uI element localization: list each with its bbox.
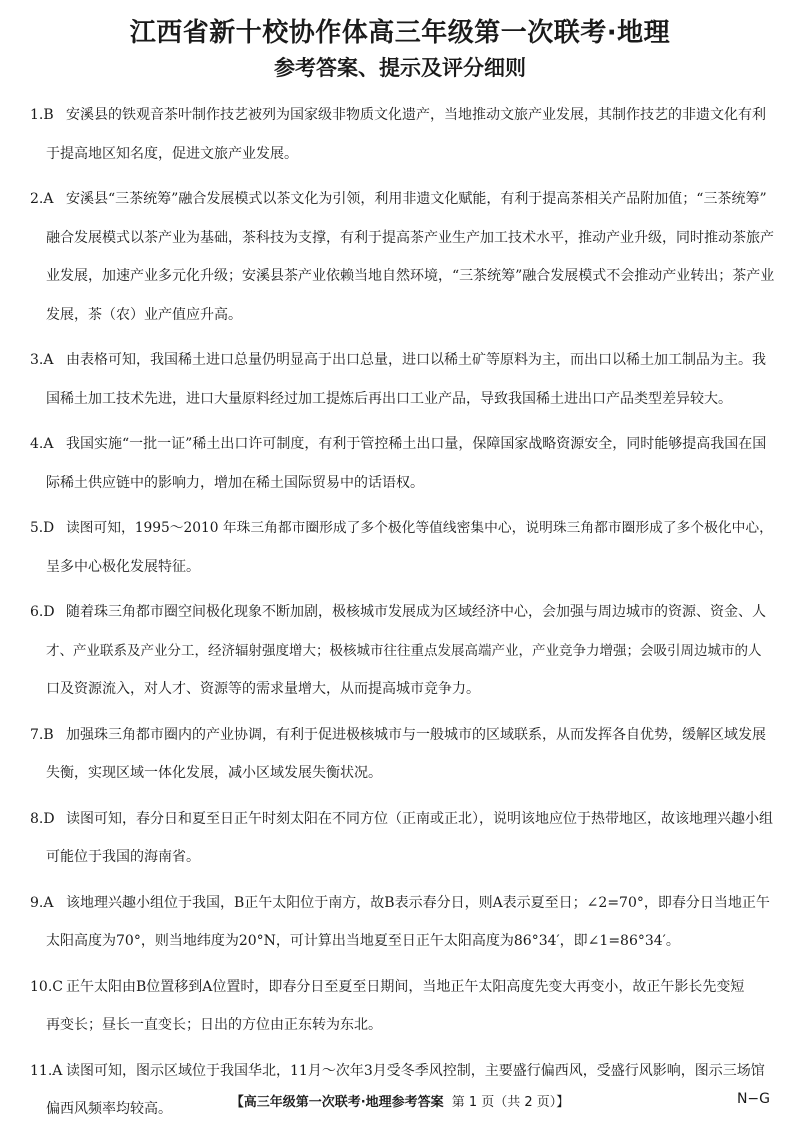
answer-line: [30, 296, 774, 335]
answer-line: [30, 464, 774, 503]
answer-text: 读图可知，1995～2010 年珠三角都市圈形成了多个极化等值线密集中心，说明珠三角都市圈形成了多个极化中心，: [66, 520, 773, 536]
answer-number: 10.C: [30, 978, 63, 995]
answer-number: 11.A: [30, 1062, 63, 1079]
answer-text: 于提高地区知名度，促进文旅产业发展。: [46, 145, 298, 162]
answer-text: 国稀土加工技术先进，进口大量原料经过加工提炼后再出口工业产品，导致我国稀土进出口产品类型差异较大。: [46, 390, 732, 407]
answer-number: 3.A: [30, 352, 54, 368]
answer-item: [30, 1052, 774, 1129]
answer-text: 读图可知，图示区域位于我国华北，11月～次年3月受冬季风控制，主要盛行偏西风，受盛行风影响，图示三场馆: [66, 1062, 765, 1079]
answer-text: 太阳高度为70°，则当地纬度为20°N，可计算出当地夏至日正午太阳高度为86°34′，即∠1=86°34′。: [46, 933, 680, 949]
answer-text: 偏西风频率均较高。: [46, 1101, 172, 1117]
answer-item: [30, 425, 774, 502]
answer-text: 安溪县的铁观音茶叶制作技艺被列为国家级非物质文化遗产，当地推动文旅产业发展，其制作技艺的非遗文化有利: [66, 107, 766, 123]
answer-line: [30, 754, 774, 793]
answer-text: 我国实施“一批一证”稀土出口许可制度，有利于管控稀土出口量，保障国家战略资源安全，同时能够提高我国在国: [66, 436, 767, 452]
answer-text: 由表格可知，我国稀土进口总量仍明显高于出口总量，进口以稀土矿等原料为主，而出口以稀土加工制品为主。我: [66, 352, 766, 368]
answer-number: 1.B: [30, 107, 54, 123]
answer-text: 融合发展模式以茶产业为基础，茶科技为支撑，有利于提高茶产业生产加工技术水平，推动产业升级，同时推动茶旅产: [46, 229, 774, 246]
page-number: 第 1 页（共 2 页）】: [451, 1095, 570, 1110]
answer-text: 失衡，实现区域一体化发展，减小区域发展失衡状况。: [46, 765, 382, 781]
answer-item: [30, 716, 774, 793]
answer-number: 8.D: [30, 810, 55, 827]
answer-number: 7.B: [30, 726, 54, 743]
answer-line: [30, 341, 774, 380]
answer-text: 再变长；昼长一直变长；日出的方位由正东转为东北。: [46, 1017, 382, 1033]
answer-list: [30, 96, 774, 1136]
answer-text: 该地理兴趣小组位于我国，B正午太阳位于南方，故B表示春分日，则A表示夏至日；∠2=70°，即春分日当地正午: [66, 894, 770, 911]
answer-line: [30, 968, 774, 1007]
answer-text: 口及资源流入，对人才、资源等的需求量增大，从而提高城市竞争力。: [46, 681, 480, 697]
answer-text: 安溪县“三茶统筹”融合发展模式以茶文化为引领，利用非遗文化赋能，有利于提高茶相关产品附加值；“三茶统筹”: [66, 191, 767, 207]
answer-number: 6.D: [30, 604, 55, 620]
answer-line: [30, 593, 774, 632]
page-footer: [0, 1091, 800, 1110]
answer-text: 正午太阳由B位置移到A位置时，即春分日至夏至日期间，当地正午太阳高度先变大再变小，故正午影长先变短: [66, 978, 745, 995]
answer-text: 业发展，加速产业多元化升级；安溪县茶产业依赖当地自然环境，“三茶统筹”融合发展模式不会推动产业转出；茶产业: [46, 268, 775, 284]
answer-text: 可能位于我国的海南省。: [46, 849, 200, 865]
page-title: 江西省新十校协作体高三年级第一次联考·地理: [129, 18, 671, 48]
answer-text: 读图可知，春分日和夏至日正午时刻太阳在不同方位（正南或正北），说明该地应位于热带地区，故该地理兴趣小组: [66, 810, 773, 827]
paper-code: N−G: [736, 1091, 770, 1107]
answer-line: [30, 380, 774, 419]
answer-line: [30, 838, 774, 877]
answer-text: 发展，茶（农）业产值应升高。: [46, 306, 242, 323]
answer-text: 加强珠三角都市圈内的产业协调，有利于促进极核城市与一般城市的区域联系，从而发挥各自优势，缓解区域发展: [66, 726, 766, 743]
answer-line: [30, 670, 774, 709]
answer-item: [30, 341, 774, 418]
answer-line: [30, 1052, 774, 1091]
answer-number: 9.A: [30, 894, 54, 911]
answer-line: [30, 425, 774, 464]
answer-line: [30, 884, 774, 923]
answer-item: [30, 968, 774, 1045]
answer-line: [30, 800, 774, 839]
answer-line: [30, 922, 774, 961]
answer-line: [30, 716, 774, 755]
answer-line: [30, 180, 774, 219]
answer-line: [30, 632, 774, 671]
answer-line: [30, 509, 774, 548]
answer-text: 才、产业联系及产业分工，经济辐射强度增大；极核城市往往重点发展高端产业，产业竞争力增强；会吸引周边城市的人: [46, 642, 762, 659]
answer-line: [30, 548, 774, 587]
answer-text: 呈多中心极化发展特征。: [46, 558, 200, 575]
answer-item: [30, 593, 774, 709]
page-subtitle: 参考答案、提示及评分细则: [274, 56, 526, 80]
answer-line: [30, 135, 774, 174]
answer-number: 2.A: [30, 191, 54, 207]
answer-line: [30, 1006, 774, 1045]
answer-line: [30, 219, 774, 258]
answer-text: 际稀土供应链中的影响力，增加在稀土国际贸易中的话语权。: [46, 474, 424, 491]
answer-line: [30, 96, 774, 135]
answer-item: [30, 509, 774, 586]
answer-number: 5.D: [30, 520, 55, 536]
answer-text: 随着珠三角都市圈空间极化现象不断加剧，极核城市发展成为区域经济中心，会加强与周边城市的资源、资金、人: [66, 604, 766, 620]
footer-title: 【高三年级第一次联考·地理参考答案: [230, 1095, 444, 1110]
answer-item: [30, 180, 774, 334]
answer-line: [30, 257, 774, 296]
answer-item: [30, 800, 774, 877]
answer-item: [30, 96, 774, 173]
answer-number: 4.A: [30, 436, 54, 452]
answer-item: [30, 884, 774, 961]
